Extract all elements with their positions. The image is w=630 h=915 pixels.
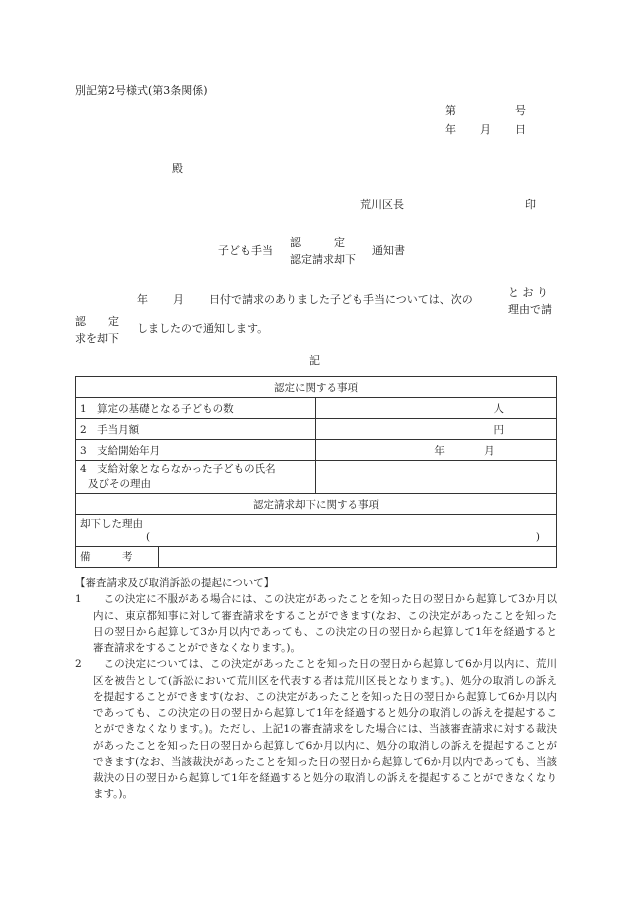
body-year: 年 (137, 293, 148, 306)
body-option-approve: 認 定 (75, 315, 119, 328)
reject-reason-cell (76, 515, 557, 547)
body-text1: 日付で請求のありました子ども手当については、次の (209, 293, 473, 306)
title-suffix: 通知書 (372, 244, 405, 257)
row-start-month-label: 3 支給開始年月 (76, 440, 316, 461)
date-month: 月 (480, 123, 491, 136)
ki-label: 記 (309, 354, 320, 367)
row-excluded-value (316, 461, 557, 494)
row-monthly-amount-label: 2 手当月額 (76, 419, 316, 440)
appeal-notice-item-2-num: 2 (75, 658, 82, 671)
body-month: 月 (173, 293, 184, 306)
row-excluded-label (76, 461, 316, 494)
row-excluded-line-1: 4 支給対象とならなかった子どもの氏名 (80, 463, 276, 475)
addressee-suffix: 殿 (172, 162, 183, 175)
row-start-year: 年 (434, 444, 445, 457)
reject-reason-paren-open: ( (146, 531, 151, 544)
number-dai: 第 (445, 104, 456, 117)
sender-seal: 印 (525, 198, 536, 211)
appeal-notice-item-1-text: この決定に不服がある場合には、この決定があったことを知った日の翌日から起算して3か月以内に、東京都知事に対して審査請求をすることができます(なお、この決定があったことを知った日の翌日から起算して3か月以内であっても、この決定の日の翌日から起算して1年を経過すると審査請求をすることができなくなります。)。 (93, 593, 557, 655)
section2-title: 認定請求却下に関する事項 (76, 494, 557, 515)
remarks-cell (76, 547, 557, 568)
appeal-notice (75, 575, 557, 803)
remarks-value (159, 547, 556, 567)
body-options (75, 313, 119, 347)
number-go: 号 (515, 104, 526, 117)
row-start-month-value (316, 440, 557, 461)
row-start-month: 月 (484, 444, 495, 457)
date-year: 年 (445, 123, 456, 136)
body-reason-line-2: 理由で請 (508, 303, 552, 317)
row-excluded-line-2: 及びその理由 (88, 478, 151, 491)
section1-title: 認定に関する事項 (76, 377, 557, 398)
reject-reason-label: 却下した理由 (80, 518, 143, 531)
body-option-reject: 求を却下 (75, 332, 119, 346)
row-monthly-amount-unit: 円 (316, 419, 557, 440)
title-options (290, 234, 356, 268)
title-prefix: 子ども手当 (218, 244, 273, 257)
appeal-notice-item-1 (75, 591, 557, 656)
body-text2: しましたので通知します。 (137, 322, 269, 335)
appeal-notice-item-2 (75, 656, 557, 802)
title-option-reject: 認定請求却下 (290, 253, 356, 267)
date-day: 日 (515, 123, 526, 136)
details-table (75, 376, 557, 568)
form-label: 別記第2号様式(第3条関係) (75, 84, 208, 97)
reject-reason-paren-close: ) (535, 531, 540, 544)
appeal-notice-heading: 【審査請求及び取消訴訟の提起について】 (75, 577, 275, 589)
body-reason-lines (508, 284, 552, 318)
row-children-count-unit: 人 (316, 398, 557, 419)
sender-name: 荒川区長 (360, 198, 404, 211)
title-option-approve: 認 定 (290, 236, 345, 249)
body-reason-line-1: と お り (508, 286, 548, 299)
remarks-label: 備 考 (76, 547, 159, 567)
appeal-notice-item-1-num: 1 (75, 593, 82, 606)
appeal-notice-item-2-text: この決定については、この決定があったことを知った日の翌日から起算して6か月以内に、荒川区を被告として(訴訟において荒川区を代表する者は荒川区長となります。)、処分の取消しの訴えを提起することができます(なお、この決定があったことを知った日の翌日から起算して6か月以内であっても、この決定の日の翌日から起算して1年を経過すると処分の取消しの訴えを提起することができなくなります。)。ただし、上記1の審査請求をした場合には、当該審査請求に対する裁決があったことを知った日の翌日から起算して6か月以内に、処分の取消しの訴えを提起することができます(なお、当該裁決があったことを知った日の翌日から起算して6か月以内であっても、当該裁決の日の翌日から起算して1年を経過すると処分の取消しの訴えを提起することができなくなります。)。 (93, 658, 557, 801)
row-children-count-label: 1 算定の基礎となる子どもの数 (76, 398, 316, 419)
